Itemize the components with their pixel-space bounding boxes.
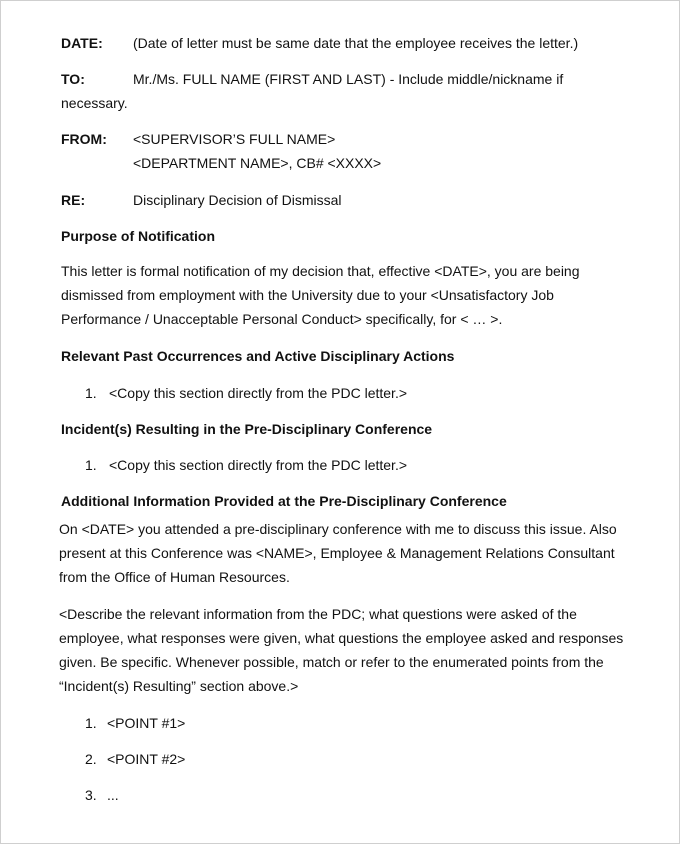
point-item: <POINT #2> bbox=[107, 751, 186, 767]
from-supervisor: <SUPERVISOR’S FULL NAME> bbox=[133, 131, 336, 147]
point-number: 2. bbox=[85, 751, 97, 767]
list-item-number: 1. bbox=[85, 385, 97, 401]
list-item: <Copy this section directly from the PDC letter.> bbox=[109, 457, 408, 473]
list-item: <Copy this section directly from the PDC letter.> bbox=[109, 385, 408, 401]
incidents-heading: Incident(s) Resulting in the Pre-Disciplinary Conference bbox=[61, 421, 433, 437]
past-heading: Relevant Past Occurrences and Active Disciplinary Actions bbox=[61, 348, 455, 364]
date-label: DATE: bbox=[61, 35, 103, 51]
additional-heading: Additional Information Provided at the Pre-Disciplinary Conference bbox=[61, 493, 507, 509]
point-number: 3. bbox=[85, 787, 97, 803]
additional-paragraph-2: <Describe the relevant information from the PDC; what questions were asked of the employee, what responses were given, what questions the employee asked and responses given. Be specific. Whenever possible, match or refer to the enumerated points from the “Incident(s) Resulting” section above.> bbox=[59, 606, 624, 694]
additional-paragraph-1: On <DATE> you attended a pre-disciplinary conference with me to discuss this issue. Also present at this Conference was <NAME>, Employee & Management Relations Consultant from the Office of Human Resources. bbox=[59, 521, 617, 585]
from-department: <DEPARTMENT NAME>, CB# <XXXX> bbox=[133, 155, 382, 171]
point-number: 1. bbox=[85, 715, 97, 731]
re-value: Disciplinary Decision of Dismissal bbox=[133, 192, 342, 208]
point-item: ... bbox=[107, 787, 119, 803]
purpose-heading: Purpose of Notification bbox=[61, 228, 215, 244]
to-continued: necessary. bbox=[61, 95, 128, 111]
date-value: (Date of letter must be same date that the employee receives the letter.) bbox=[133, 35, 579, 51]
purpose-text: This letter is formal notification of my decision that, effective <DATE>, you are being dismissed from employment with the University due to your <Unsatisfactory Job Performance / Unacceptable Personal Conduct> specifically, for < … >. bbox=[61, 263, 580, 327]
re-label: RE: bbox=[61, 192, 86, 208]
to-label: TO: bbox=[61, 71, 85, 87]
point-item: <POINT #1> bbox=[107, 715, 186, 731]
from-label: FROM: bbox=[61, 131, 107, 147]
to-value: Mr./Ms. FULL NAME (FIRST AND LAST) - Include middle/nickname if bbox=[133, 71, 564, 87]
list-item-number: 1. bbox=[85, 457, 97, 473]
